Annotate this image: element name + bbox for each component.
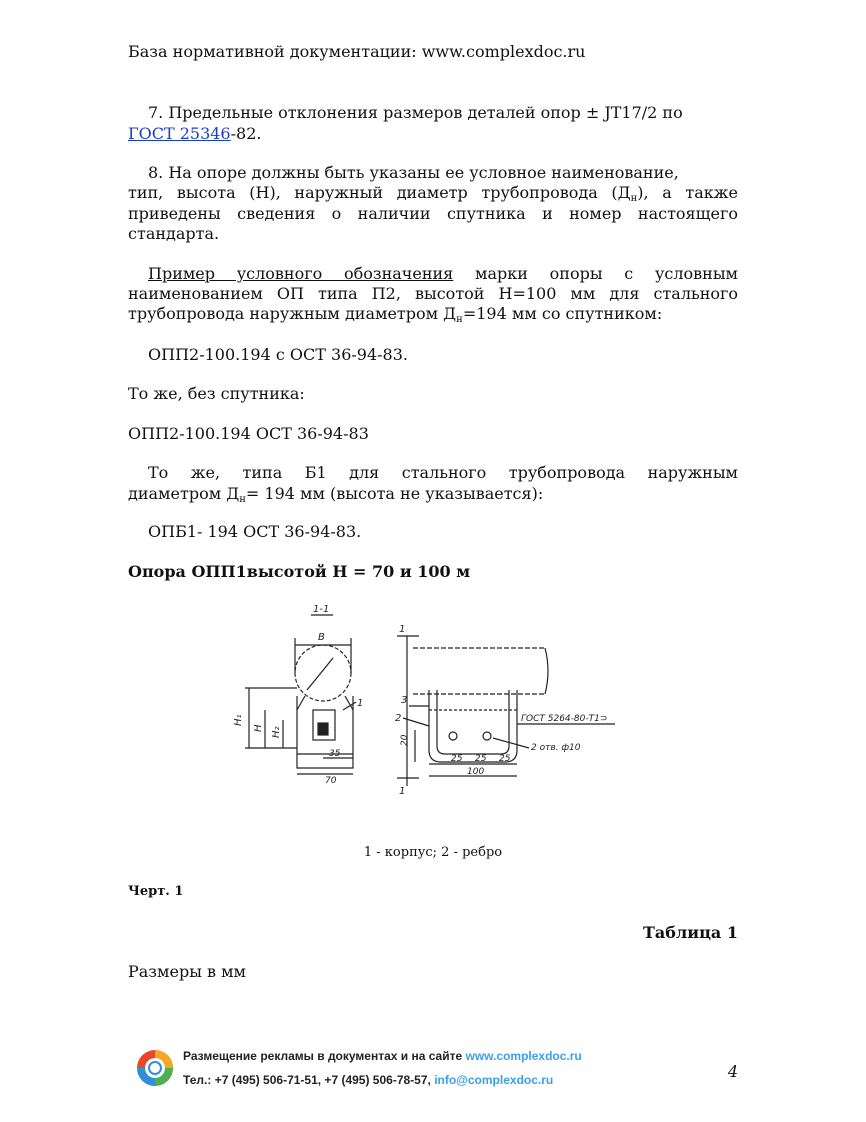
- same-b1-line2: [128, 484, 543, 504]
- units-note: Размеры в мм: [128, 962, 246, 981]
- complexdoc-logo-icon: [135, 1048, 175, 1088]
- para8-line3: приведены сведения о наличии спутника и номер настоящего: [128, 204, 738, 223]
- drawing-dim-100: 100: [467, 767, 485, 777]
- same-without-satellite: То же, без спутника:: [128, 384, 305, 403]
- gost-25346-link[interactable]: ГОСТ 25346: [128, 124, 231, 143]
- drawing-section-mark-bottom: 1: [399, 786, 406, 797]
- section-title: Опора ОПП1высотой Н = 70 и 100 м: [128, 562, 471, 581]
- drawing-section-label: 1-1: [313, 604, 330, 615]
- para8-line2: [128, 183, 738, 203]
- example-line3-sub: н: [456, 314, 463, 325]
- para7-line1-text: 7. Предельные отклонения размеров деталей опор ± JT17/2 по: [148, 103, 688, 122]
- drawing-callout-2: 2: [395, 713, 402, 724]
- example-line3: [128, 304, 662, 324]
- para7-line1: [148, 103, 738, 123]
- para8-line2-sub: н: [630, 193, 638, 204]
- ad-site-link[interactable]: www.complexdoc.ru: [465, 1049, 582, 1063]
- designation-2: ОПП2-100.194 ОСТ 36-94-83: [128, 424, 369, 443]
- figure-caption: 1 - корпус; 2 - ребро: [363, 845, 503, 860]
- drawing-dim-70: 70: [325, 776, 337, 786]
- drawing-dim-h2: Н₂: [271, 726, 282, 738]
- drawing-holes-note: 2 отв. ф10: [531, 743, 581, 753]
- example-line1-rest: марки опоры с условным: [453, 264, 738, 283]
- designation-1: ОПП2-100.194 с ОСТ 36-94-83.: [148, 345, 408, 364]
- ad-line-1-text: Размещение рекламы в документах и на сайте: [183, 1049, 466, 1063]
- same-b1-line2-sub: н: [239, 494, 246, 505]
- drawing-section-mark-top: 1: [399, 624, 406, 635]
- drawing-gost-note: ГОСТ 5264-80-Т1⊃: [521, 714, 608, 724]
- drawing-dim-25a: 25: [451, 754, 463, 764]
- support-drawing: [225, 598, 645, 798]
- example-line2: наименованием ОП типа П2, высотой Н=100 мм для стального: [128, 284, 738, 303]
- para7-suffix: -82.: [230, 124, 262, 143]
- ad-line-1: [183, 1049, 582, 1063]
- ad-line-2-text: Тел.: +7 (495) 506-71-51, +7 (495) 506-78-57,: [183, 1073, 435, 1087]
- example-line3-a: трубопровода наружным диаметром Д: [128, 304, 457, 323]
- para7-line2: [128, 124, 261, 144]
- example-line3-b: =194 мм со спутником:: [462, 304, 663, 323]
- drawing-dim-25c: 25: [499, 754, 511, 764]
- example-link[interactable]: Пример условного обозначения: [148, 264, 454, 283]
- para8-line2-a: тип, высота (Н), наружный диаметр трубопровода (Д: [128, 183, 631, 202]
- drawing-dim-25b: 25: [475, 754, 487, 764]
- drawing-dim-20: 20: [400, 734, 410, 746]
- figure-label: Черт. 1: [128, 884, 184, 899]
- drawing-callout-3: 3: [401, 695, 408, 706]
- drawing-dim-h: Н: [253, 724, 264, 732]
- drawing-dim-h1: Н₁: [233, 714, 244, 726]
- designation-3: ОПБ1- 194 ОСТ 36-94-83.: [148, 522, 362, 541]
- table-label: Таблица 1: [643, 923, 738, 942]
- ad-line-2: [183, 1073, 553, 1087]
- drawing-dim-b: В: [318, 632, 325, 643]
- page-header: База нормативной документации: www.complexdoc.ru: [128, 42, 586, 61]
- same-b1-line2-b: = 194 мм (высота не указывается):: [245, 484, 544, 503]
- para8-line4: стандарта.: [128, 224, 220, 243]
- ad-email-link[interactable]: info@complexdoc.ru: [434, 1073, 554, 1087]
- same-b1-line1: То же, типа Б1 для стального трубопровода наружным: [148, 463, 738, 482]
- same-b1-line2-a: диаметром Д: [128, 484, 240, 503]
- para8-line1: 8. На опоре должны быть указаны ее условное наименование,: [148, 163, 679, 182]
- drawing-dim-35: 35: [329, 749, 341, 759]
- page-number: 4: [727, 1062, 738, 1081]
- example-line1: [148, 264, 738, 284]
- drawing-callout-1-left: 1: [357, 698, 364, 709]
- para8-line2-b: ), а также: [637, 183, 738, 202]
